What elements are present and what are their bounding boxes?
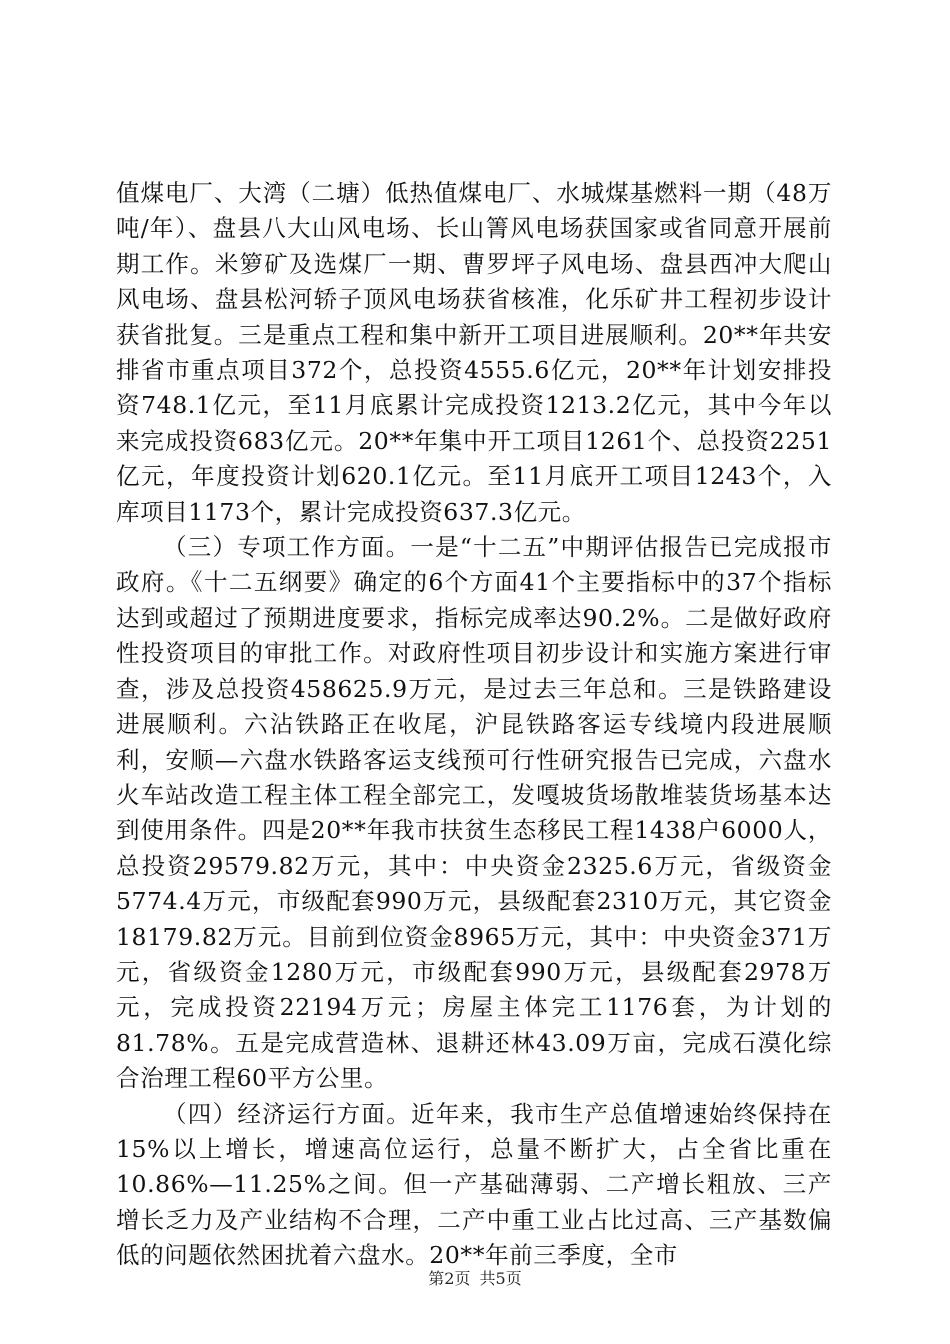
document-body [116,176,832,1274]
paragraph-economic-operation: （四）经济运行方面。近年来，我市生产总值增速始终保持在15%以上增长，增速高位运行，总量不断扩大，占全省比重在10.86%—11.25%之间。但一产基础薄弱、二产增长粗放、三产增长乏力及产业结构不合理，二产中重工业占比过高、三产基数偏低的问题依然困扰着六盘水。20**年前三季度，全市 [116,1099,832,1270]
paragraph-continuation: 值煤电厂、大湾（二塘）低热值煤电厂、水城煤基燃料一期（48万吨/年）、盘县八大山风电场、长山箐风电场获国家或省同意开展前期工作。米箩矿及选煤厂一期、曹罗坪子风电场、盘县西冲大爬山风电场、盘县松河轿子顶风电场获省核准，化乐矿井工程初步设计获省批复。三是重点工程和集中新开工项目进展顺利。20**年共安排省市重点项目372个，总投资4555.6亿元，20**年计划安排投资748.1亿元，至11月底累计完成投资1213.2亿元，其中今年以来完成投资683亿元。20**年集中开工项目1261个、总投资2251亿元，年度投资计划620.1亿元。至11月底开工项目1243个，入库项目1173个，累计完成投资637.3亿元。 [116,179,832,526]
page-total: 共5页 [479,1269,522,1288]
page-number: 第2页 [428,1269,471,1288]
paragraph-special-work: （三）专项工作方面。一是“十二五”中期评估报告已完成报市政府。《十二五纲要》确定的6个方面41个主要指标中的37个指标达到或超过了预期进度要求，指标完成率达90.2%。二是做好政府性投资项目的审批工作。对政府性项目初步设计和实施方案进行审查，涉及总投资458625.9万元，是过去三年总和。三是铁路建设进展顺利。六沾铁路正在收尾，沪昆铁路客运专线境内段进展顺利，安顺—六盘水铁路客运支线预可行性研究报告已完成，六盘水火车站改造工程主体工程全部完工，发嘎坡货场散堆装货场基本达到使用条件。四是20**年我市扶贫生态移民工程1438户6000人，总投资29579.82万元，其中：中央资金2325.6万元，省级资金5774.4万元，市级配套990万元，县级配套2310万元，其它资金18179.82万元。目前到位资金8965万元，其中：中央资金371万元，省级资金1280万元，市级配套990万元，县级配套2978万元，完成投资22194万元；房屋主体完工1176套，为计划的81.78%。五是完成营造林、退耕还林43.09万亩，完成石漠化综合治理工程60平方公里。 [116,533,832,1093]
page-footer [0,1266,950,1289]
